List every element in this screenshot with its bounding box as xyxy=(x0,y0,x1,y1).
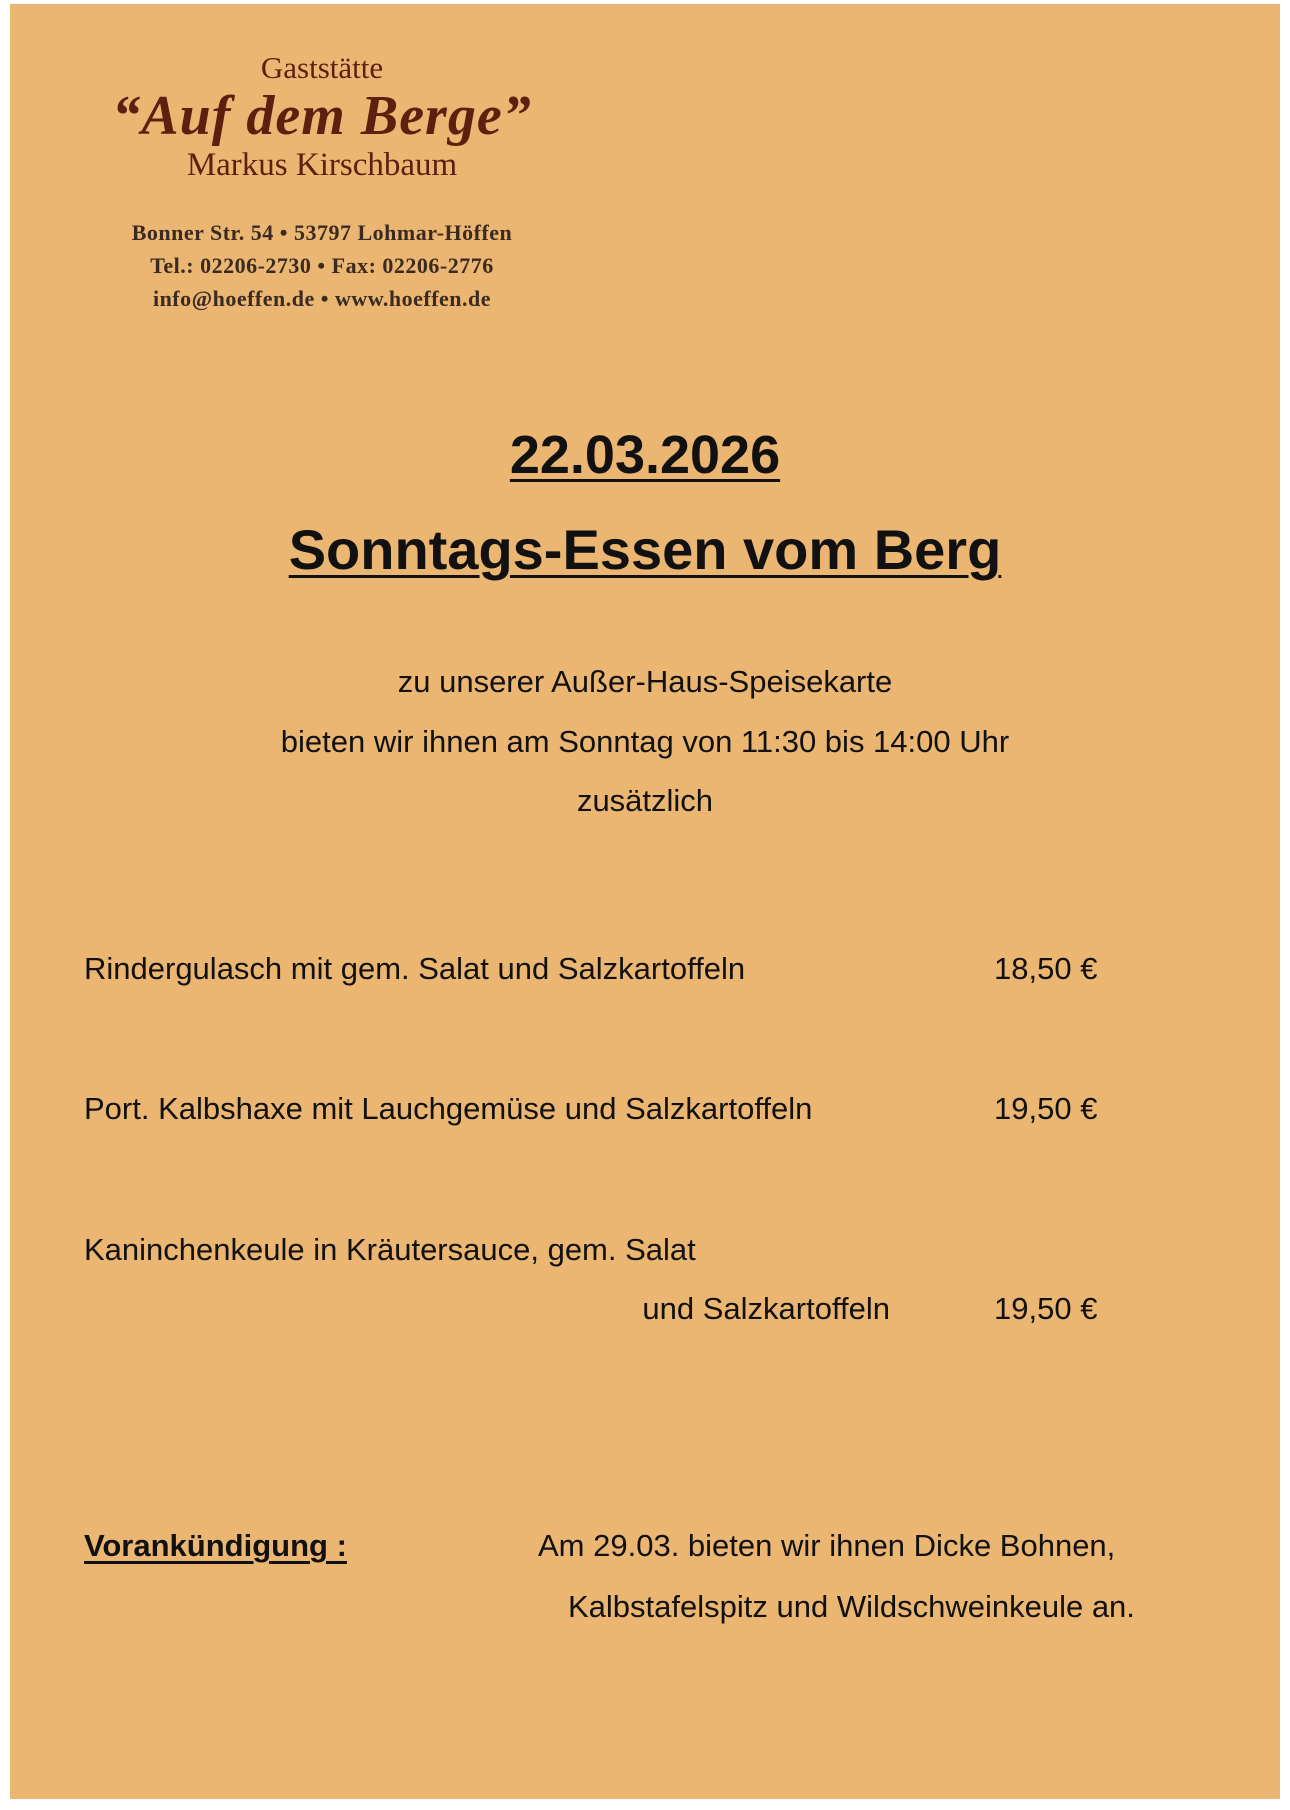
logo-owner: Markus Kirschbaum xyxy=(186,147,458,183)
menu-date: 22.03.2026 xyxy=(509,425,781,485)
dish-price: 19,50 € xyxy=(994,1091,1098,1126)
logo-subtitle: Gaststätte xyxy=(260,50,384,85)
dish-name: Rindergulasch mit gem. Salat und Salzkartoffeln xyxy=(84,951,746,986)
email-web-line: info@hoeffen.de • www.hoeffen.de xyxy=(152,286,492,311)
dish-name: Port. Kalbshaxe mit Lauchgemüse und Salzkartoffeln xyxy=(84,1091,813,1126)
logo-name: “Auf dem Berge” xyxy=(112,85,532,147)
dish-price: 18,50 € xyxy=(994,951,1098,986)
dish-price: 19,50 € xyxy=(994,1291,1098,1326)
address-line: Bonner Str. 54 • 53797 Lohmar-Höffen xyxy=(131,220,513,245)
dish-name: Kaninchenkeule in Kräutersauce, gem. Salat xyxy=(84,1232,696,1267)
intro-line: bieten wir ihnen am Sonntag von 11:30 bis 14:00 Uhr xyxy=(280,724,1010,759)
intro-line: zu unserer Außer-Haus-Speisekarte xyxy=(397,664,893,699)
announcement-text: Am 29.03. bieten wir ihnen Dicke Bohnen, xyxy=(538,1528,1116,1563)
dish-name-continued: und Salzkartoffeln xyxy=(642,1291,890,1326)
announcement-label: Vorankündigung : xyxy=(84,1528,347,1563)
announcement-text: Kalbstafelspitz und Wildschweinkeule an. xyxy=(568,1589,1135,1624)
menu-title: Sonntags-Essen vom Berg xyxy=(288,518,1002,581)
intro-line: zusätzlich xyxy=(576,783,714,818)
phone-fax-line: Tel.: 02206-2730 • Fax: 02206-2776 xyxy=(150,253,494,278)
